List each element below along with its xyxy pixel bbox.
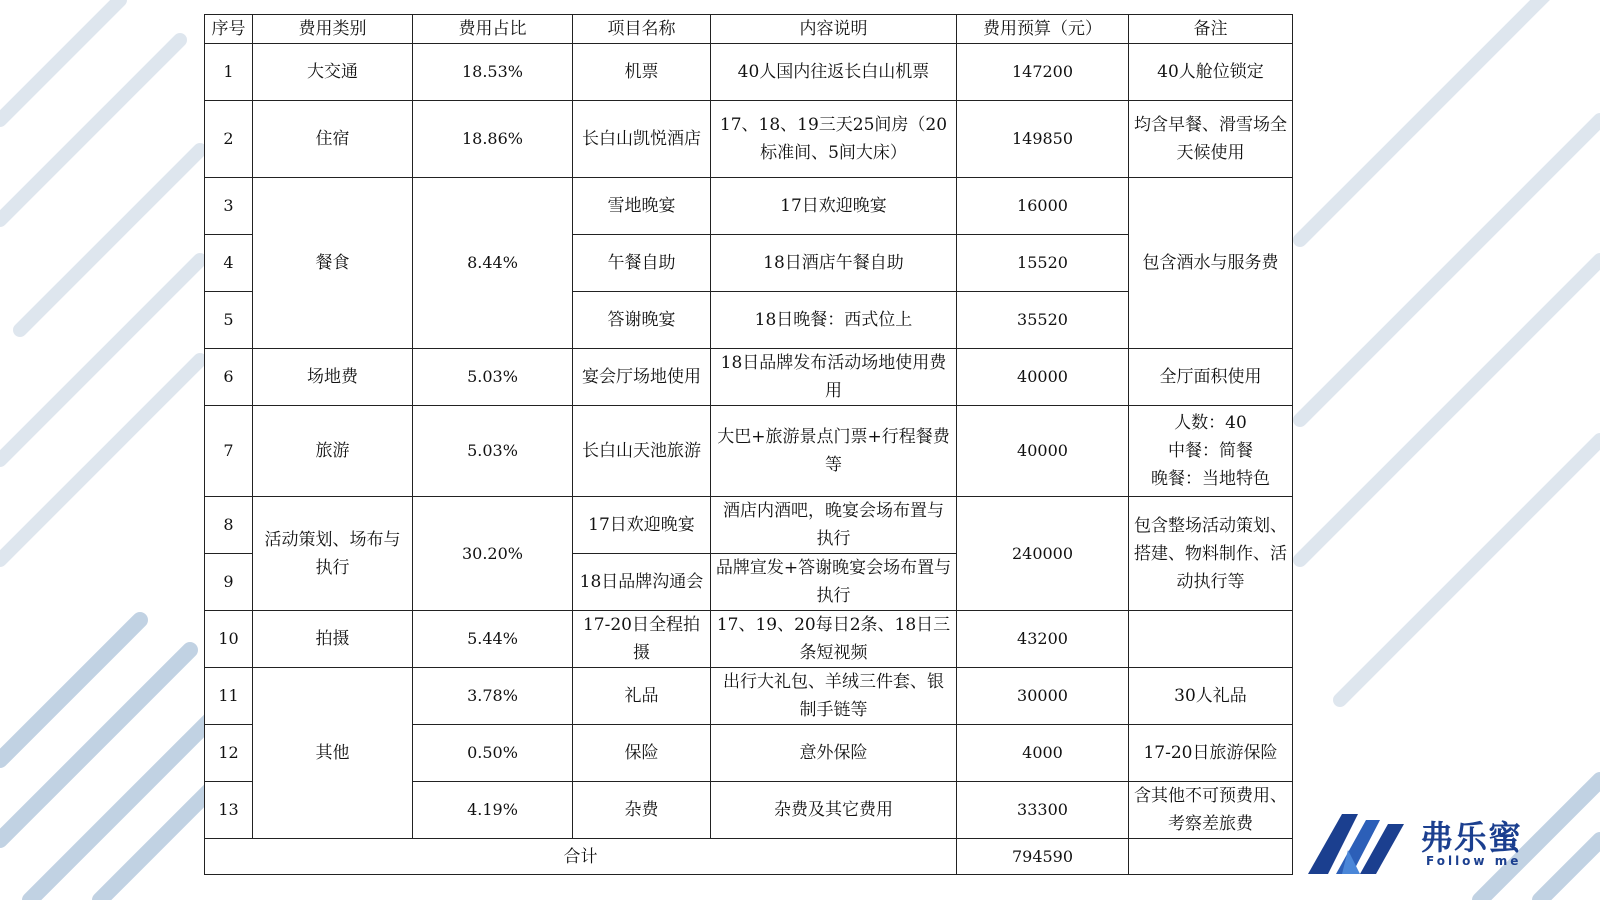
table-row	[205, 668, 1293, 725]
row-budget: 35520	[957, 292, 1129, 349]
row-no: 10	[205, 611, 253, 668]
row-desc: 40人国内往返长白山机票	[711, 44, 957, 101]
brand-logo	[1308, 808, 1530, 878]
row-ratio: 0.50%	[413, 725, 573, 782]
row-item: 午餐自助	[573, 235, 711, 292]
row-no: 1	[205, 44, 253, 101]
row-note: 包含酒水与服务费	[1129, 178, 1293, 349]
logo-name: 弗乐蜜	[1420, 818, 1522, 857]
row-ratio: 3.78%	[413, 668, 573, 725]
row-no: 13	[205, 782, 253, 839]
row-ratio: 4.19%	[413, 782, 573, 839]
row-ratio: 8.44%	[413, 178, 573, 349]
table-row	[205, 497, 1293, 554]
row-desc: 出行大礼包、羊绒三件套、银制手链等	[711, 668, 957, 725]
row-no: 8	[205, 497, 253, 554]
note-line: 人数：40	[1174, 413, 1247, 433]
row-budget: 147200	[957, 44, 1129, 101]
row-item: 宴会厅场地使用	[573, 349, 711, 406]
header-ratio: 费用占比	[413, 15, 573, 44]
row-no: 2	[205, 101, 253, 178]
row-note: 40人舱位锁定	[1129, 44, 1293, 101]
row-category: 场地费	[253, 349, 413, 406]
table-row	[205, 406, 1293, 497]
total-note	[1129, 839, 1293, 875]
row-desc: 17日欢迎晚宴	[711, 178, 957, 235]
row-desc: 17、18、19三天25间房（20标准间、5间大床）	[711, 101, 957, 178]
logo-sub: Follow me	[1426, 854, 1522, 868]
row-no: 6	[205, 349, 253, 406]
row-budget: 240000	[957, 497, 1129, 611]
row-category: 住宿	[253, 101, 413, 178]
row-desc: 品牌宣发+答谢晚宴会场布置与执行	[711, 554, 957, 611]
header-budget: 费用预算（元）	[957, 15, 1129, 44]
row-ratio: 18.86%	[413, 101, 573, 178]
row-item: 雪地晚宴	[573, 178, 711, 235]
row-note: 17-20日旅游保险	[1129, 725, 1293, 782]
row-desc: 杂费及其它费用	[711, 782, 957, 839]
row-ratio: 30.20%	[413, 497, 573, 611]
row-desc: 18日品牌发布活动场地使用费用	[711, 349, 957, 406]
row-category: 活动策划、场布与执行	[253, 497, 413, 611]
header-note: 备注	[1129, 15, 1293, 44]
total-row	[205, 839, 1293, 875]
row-item: 17日欢迎晚宴	[573, 497, 711, 554]
row-note: 包含整场活动策划、搭建、物料制作、活动执行等	[1129, 497, 1293, 611]
table-row	[205, 101, 1293, 178]
row-category: 拍摄	[253, 611, 413, 668]
row-desc: 18日晚餐：西式位上	[711, 292, 957, 349]
budget-table	[204, 14, 1293, 875]
row-category: 其他	[253, 668, 413, 839]
note-line: 中餐：简餐	[1168, 441, 1253, 461]
row-ratio: 18.53%	[413, 44, 573, 101]
row-ratio: 5.03%	[413, 406, 573, 497]
row-note	[1129, 611, 1293, 668]
row-no: 7	[205, 406, 253, 497]
row-ratio: 5.03%	[413, 349, 573, 406]
header-no: 序号	[205, 15, 253, 44]
row-budget: 40000	[957, 349, 1129, 406]
row-desc: 意外保险	[711, 725, 957, 782]
row-note: 均含早餐、滑雪场全天候使用	[1129, 101, 1293, 178]
budget-sheet	[204, 14, 1292, 887]
row-note: 全厅面积使用	[1129, 349, 1293, 406]
row-no: 12	[205, 725, 253, 782]
row-category: 大交通	[253, 44, 413, 101]
logo-mark-icon	[1308, 810, 1420, 876]
table-row	[205, 44, 1293, 101]
row-ratio: 5.44%	[413, 611, 573, 668]
row-note	[1129, 406, 1293, 497]
table-row	[205, 349, 1293, 406]
header-desc: 内容说明	[711, 15, 957, 44]
row-budget: 43200	[957, 611, 1129, 668]
row-item: 杂费	[573, 782, 711, 839]
row-desc: 17、19、20每日2条、18日三条短视频	[711, 611, 957, 668]
row-item: 机票	[573, 44, 711, 101]
total-label: 合计	[205, 839, 957, 875]
row-desc: 酒店内酒吧，晚宴会场布置与执行	[711, 497, 957, 554]
row-category: 餐食	[253, 178, 413, 349]
row-note: 30人礼品	[1129, 668, 1293, 725]
row-item: 答谢晚宴	[573, 292, 711, 349]
table-row	[205, 178, 1293, 235]
row-budget: 15520	[957, 235, 1129, 292]
row-item: 礼品	[573, 668, 711, 725]
row-item: 18日品牌沟通会	[573, 554, 711, 611]
row-category: 旅游	[253, 406, 413, 497]
row-budget: 33300	[957, 782, 1129, 839]
row-desc: 大巴+旅游景点门票+行程餐费等	[711, 406, 957, 497]
row-budget: 30000	[957, 668, 1129, 725]
row-item: 长白山凯悦酒店	[573, 101, 711, 178]
row-budget: 16000	[957, 178, 1129, 235]
row-item: 17-20日全程拍摄	[573, 611, 711, 668]
header-item: 项目名称	[573, 15, 711, 44]
row-budget: 4000	[957, 725, 1129, 782]
table-row	[205, 611, 1293, 668]
row-budget: 40000	[957, 406, 1129, 497]
row-no: 4	[205, 235, 253, 292]
row-no: 3	[205, 178, 253, 235]
row-no: 9	[205, 554, 253, 611]
row-desc: 18日酒店午餐自助	[711, 235, 957, 292]
note-line: 晚餐：当地特色	[1151, 469, 1270, 489]
row-item: 保险	[573, 725, 711, 782]
header-category: 费用类别	[253, 15, 413, 44]
header-row	[205, 15, 1293, 44]
row-no: 5	[205, 292, 253, 349]
row-note: 含其他不可预费用、考察差旅费	[1129, 782, 1293, 839]
row-item: 长白山天池旅游	[573, 406, 711, 497]
total-budget: 794590	[957, 839, 1129, 875]
row-no: 11	[205, 668, 253, 725]
row-budget: 149850	[957, 101, 1129, 178]
